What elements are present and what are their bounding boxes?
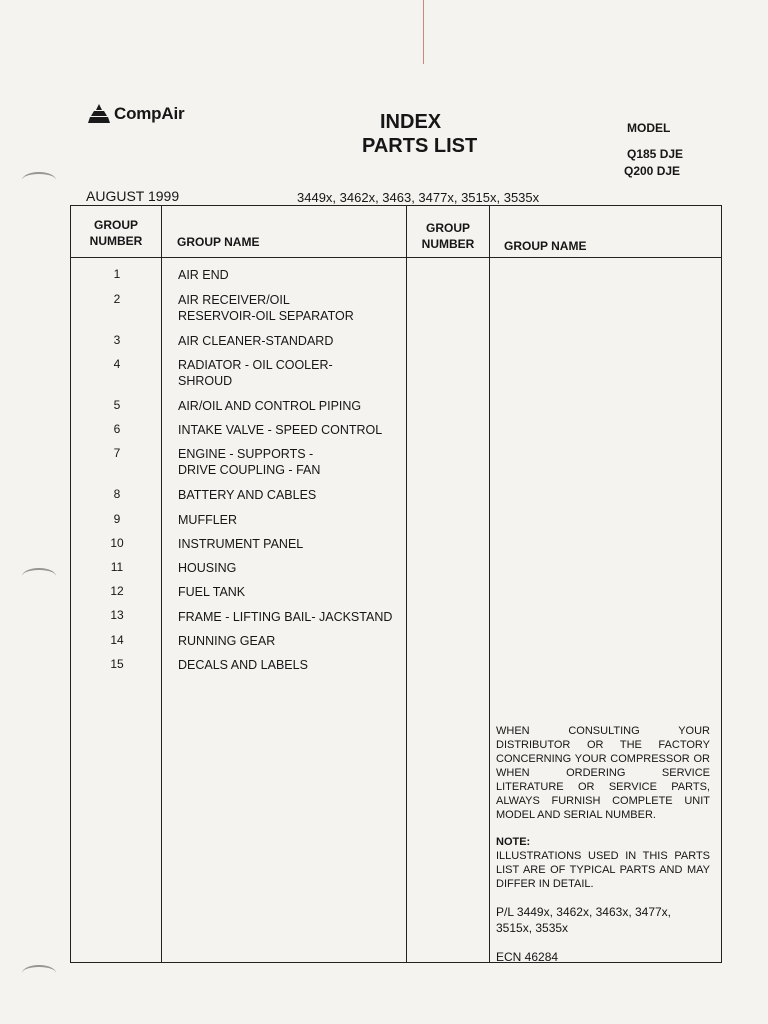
group-number-cell: 11 xyxy=(110,560,124,574)
header-group-name-2: GROUP NAME xyxy=(504,239,587,253)
consult-notice: WHEN CONSULTING YOUR DISTRIBUTOR OR THE FACTORY CONCERNING YOUR COMPRESSOR OR WHEN ORDERING SERVICE LITERATURE OR SERVICE PARTS, ALWAYS FURNISH COMPLETE UNIT MODEL AND SERIAL NUMBER. xyxy=(496,725,710,821)
model-value-1: Q185 DJE xyxy=(627,147,684,161)
model-label: MODEL xyxy=(627,121,671,135)
page-title-parts-list: PARTS LIST xyxy=(362,135,478,157)
group-name-cell: FUEL TANK xyxy=(178,585,246,599)
group-name-cell: HOUSING xyxy=(178,561,237,575)
header-group-number: GROUP NUMBER xyxy=(89,218,143,248)
note-label: NOTE: xyxy=(496,836,531,848)
group-name-cell: BATTERY AND CABLES xyxy=(178,488,317,502)
group-number-cell: 2 xyxy=(113,292,121,306)
group-name-cell: ENGINE - SUPPORTS - DRIVE COUPLING - FAN xyxy=(178,447,321,477)
parts-index-table xyxy=(70,205,722,963)
group-name-cell: MUFFLER xyxy=(178,513,238,527)
parts-list-numbers: P/L 3449x, 3462x, 3463x, 3477x, 3515x, 3535x xyxy=(496,905,672,935)
group-name-cell: AIR RECEIVER/OIL RESERVOIR-OIL SEPARATOR xyxy=(178,293,354,323)
ecn-number: ECN 46284 xyxy=(496,950,559,964)
group-number-cell: 1 xyxy=(113,267,121,281)
page-title-index: INDEX xyxy=(380,111,442,133)
group-number-cell: 5 xyxy=(113,398,121,412)
group-name-cell: AIR CLEANER-STANDARD xyxy=(178,334,334,348)
group-number-cell: 6 xyxy=(113,422,121,436)
group-number-cell: 8 xyxy=(113,487,121,501)
group-name-cell: INSTRUMENT PANEL xyxy=(178,537,304,551)
group-number-cell: 12 xyxy=(110,584,124,598)
group-name-cell: DECALS AND LABELS xyxy=(178,658,308,672)
brand-name: CompAir xyxy=(114,104,185,123)
group-name-cell: RUNNING GEAR xyxy=(178,634,276,648)
group-number-cell: 7 xyxy=(113,446,121,460)
group-name-cell: FRAME - LIFTING BAIL- JACKSTAND xyxy=(178,610,393,624)
group-name-cell: AIR/OIL AND CONTROL PIPING xyxy=(178,399,362,413)
binder-hole-3 xyxy=(22,965,56,981)
binder-hole-2 xyxy=(22,568,56,584)
group-number-cell: 15 xyxy=(110,657,124,671)
group-number-cell: 3 xyxy=(113,333,121,347)
header-group-number-2: GROUP NUMBER xyxy=(421,221,475,251)
serial-numbers: 3449x, 3462x, 3463, 3477x, 3515x, 3535x xyxy=(297,190,540,205)
issue-date: AUGUST 1999 xyxy=(86,188,180,204)
group-name-cell: RADIATOR - OIL COOLER- SHROUD xyxy=(178,358,333,388)
group-name-cell: AIR END xyxy=(178,268,229,282)
compair-logo-icon xyxy=(88,104,110,124)
scan-fold-line xyxy=(423,0,424,64)
group-name-cell: INTAKE VALVE - SPEED CONTROL xyxy=(178,423,383,437)
compair-logo xyxy=(88,104,184,124)
group-number-cell: 14 xyxy=(110,633,124,647)
header-group-name: GROUP NAME xyxy=(177,235,260,249)
group-number-cell: 9 xyxy=(113,512,121,526)
group-number-cell: 4 xyxy=(113,357,121,371)
binder-hole-1 xyxy=(22,172,56,188)
note-text: ILLUSTRATIONS USED IN THIS PARTS LIST ARE OF TYPICAL PARTS AND MAY DIFFER IN DETAIL. xyxy=(496,850,710,890)
model-value-2: Q200 DJE xyxy=(624,164,681,178)
group-number-cell: 10 xyxy=(110,536,124,550)
group-number-cell: 13 xyxy=(110,608,124,622)
